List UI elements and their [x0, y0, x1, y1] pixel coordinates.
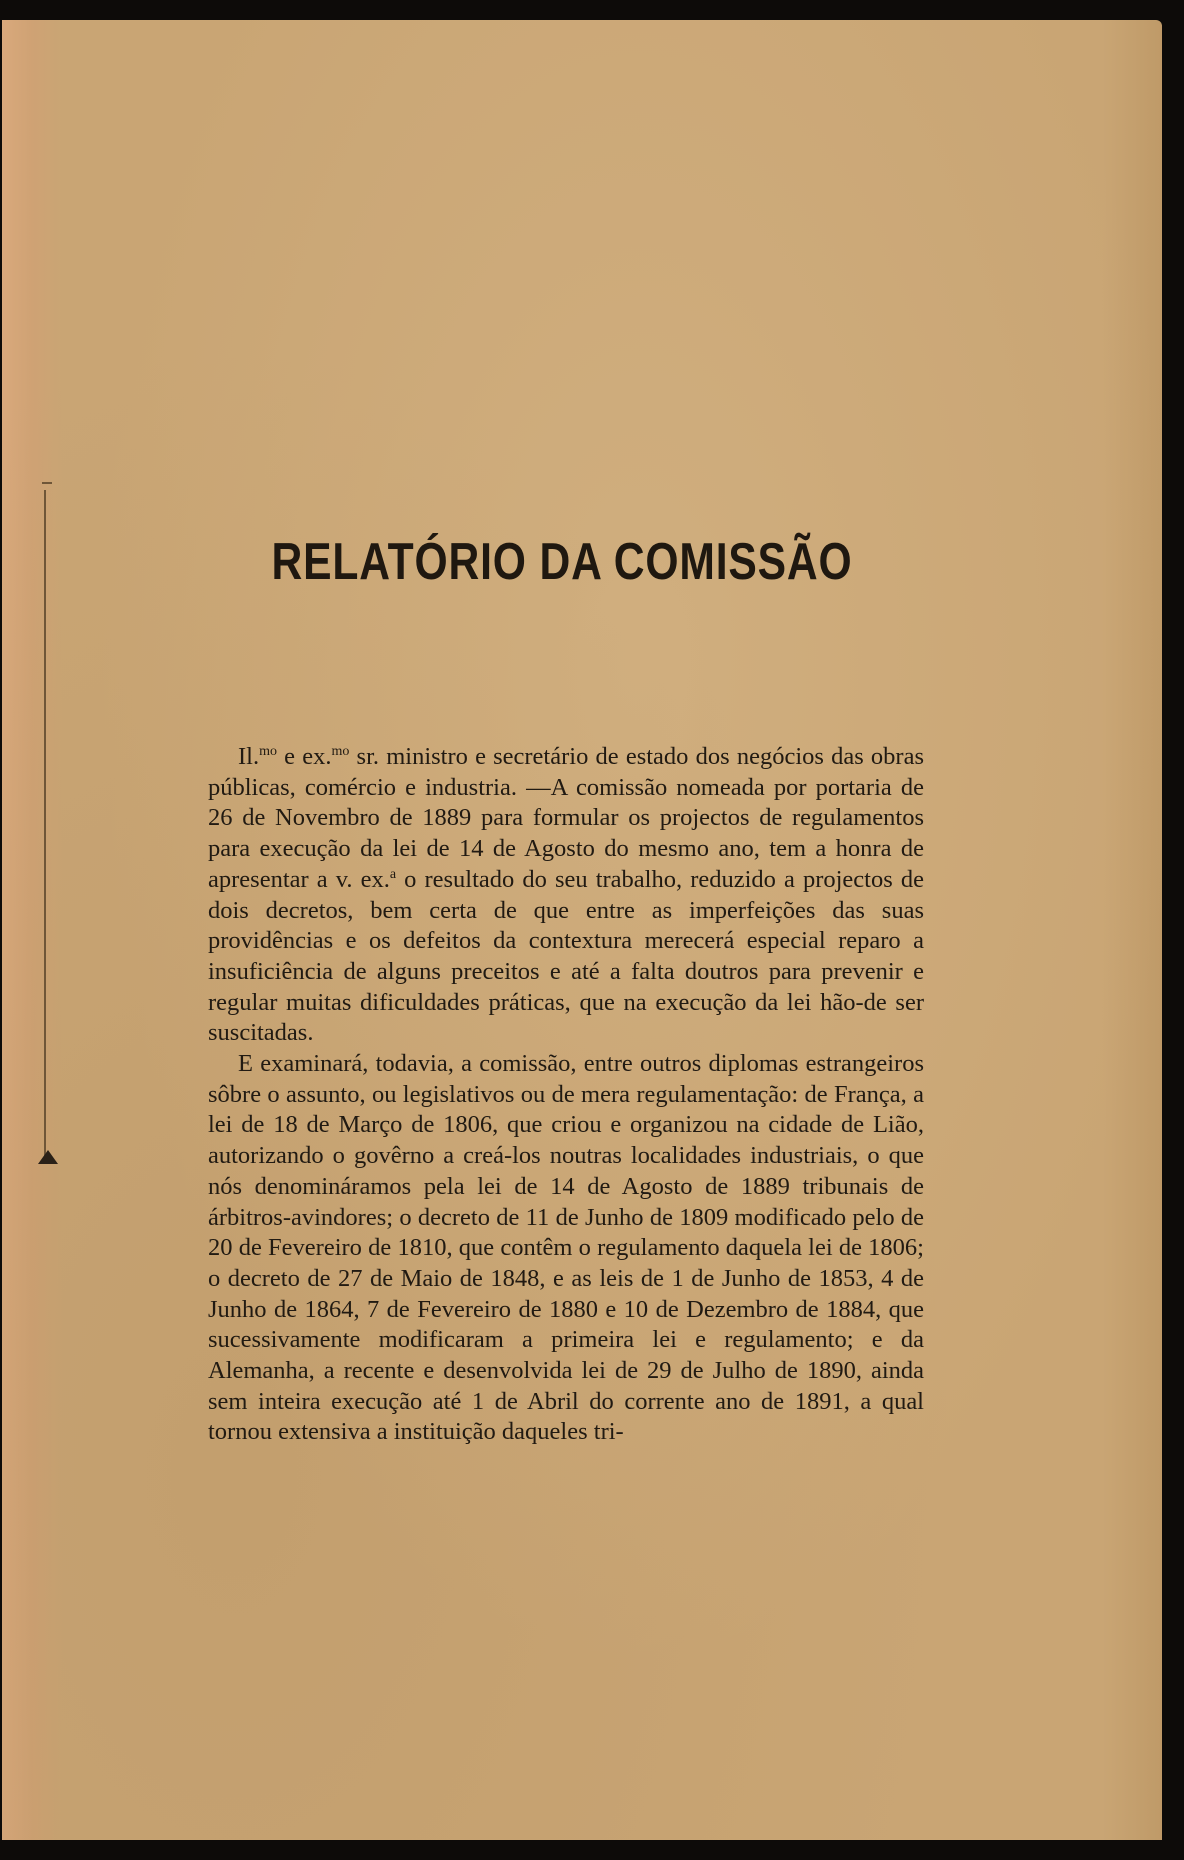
salutation-il-superscript: mo — [259, 744, 277, 759]
page-title: RELATÓRIO DA COMISSÃO — [271, 533, 853, 591]
binding-mark-top — [42, 482, 52, 484]
paragraph-1-text-a: sr. ministro e secretário de estado dos negócios das obras públicas, comércio e industria. —A comissão nomeada por portaria de 26 de Novembro de 1889 para formular os projectos de regulamentos para execução da lei de 14 de Agosto do mesmo ano, tem a honra de apresentar a v. ex. — [208, 743, 924, 893]
paragraph-1 — [208, 742, 924, 1049]
body-text — [208, 742, 924, 1448]
binding-fold-line — [44, 490, 46, 1160]
salutation-ex: e ex. — [276, 743, 332, 770]
paragraph-1-text-b: o resultado do seu trabalho, reduzido a projectos de dois decretos, bem certa de que entre as imperfeições das suas providências e os defeitos da contextura merecerá especial reparo a insuficiência de alguns preceitos e até a falta doutros para prevenir e regular muitas dificuldades práticas, que na execução da lei hão-de ser suscitadas. — [208, 865, 924, 1047]
paragraph-2: E examinará, todavia, a comissão, entre outros diplomas estrangeiros sôbre o assunto, ou legislativos ou de mera regulamentação: de França, a lei de 18 de Março de 1806, que criou e organizou na cidade de Lião, autorizando o govêrno a creá-los noutras localidades industriais, o que nós denomináramos pela lei de 14 de Agosto de 1889 tribunais de árbitros-avindores; o decreto de 11 de Junho de 1809 modificado pelo de 20 de Fevereiro de 1810, que contêm o regulamento daquela lei de 1806; o decreto de 27 de Maio de 1848, e as leis de 1 de Junho de 1853, 4 de Junho de 1864, 7 de Fevereiro de 1880 e 10 de Dezembro de 1884, que sucessivamente modificaram a primeira lei e regulamento; e da Alemanha, a recente e desenvolvida lei de 29 de Julho de 1890, ainda sem inteira execução até 1 de Abril do corrente ano de 1891, a qual tornou extensiva a instituição daqueles tri- — [208, 1050, 924, 1446]
binding-mark-arrow — [38, 1150, 58, 1164]
paragraph-1-superscript: a — [389, 866, 397, 882]
paper-sheet — [2, 20, 1162, 1840]
salutation-ex-superscript: mo — [331, 744, 350, 759]
salutation-il: Il. — [238, 743, 260, 770]
